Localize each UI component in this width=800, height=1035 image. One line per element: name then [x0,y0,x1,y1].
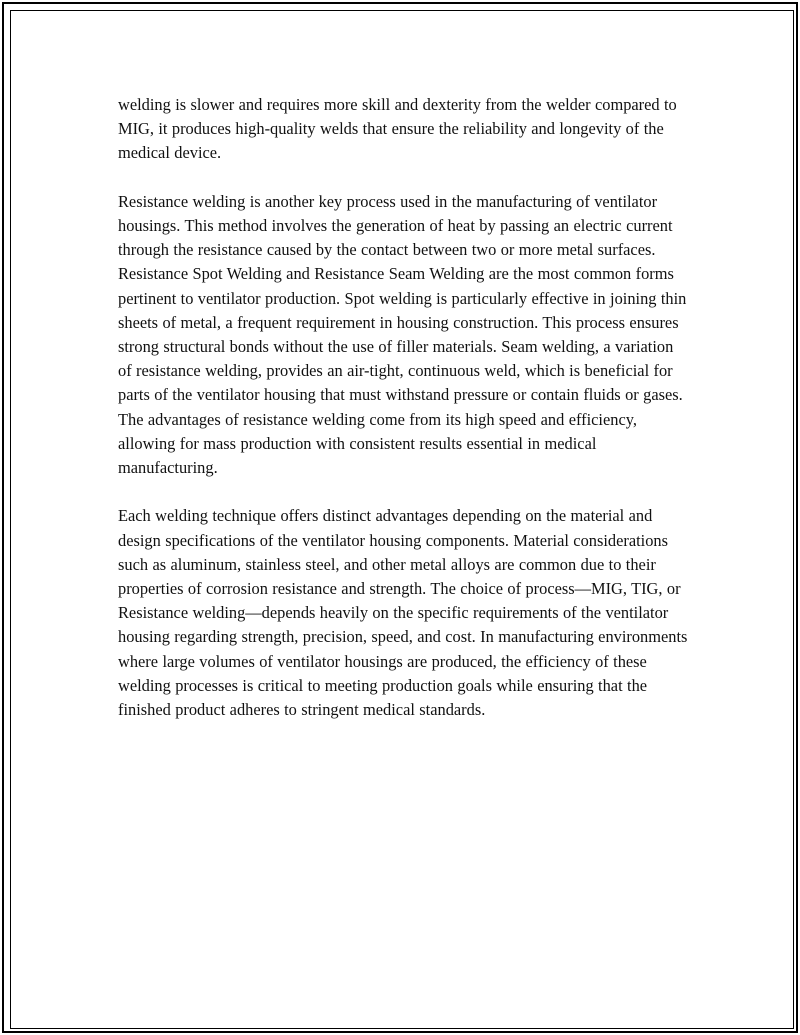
paragraph-resistance-welding: Resistance welding is another key process used in the manufacturing of ventilator housings. This method involves the generation of heat by passing an electric current through the resistance caused by the contact between two or more metal surfaces. Resistance Spot Welding and Resistance Seam Welding are the most common forms pertinent to ventilator production. Spot welding is particularly effective in joining thin sheets of metal, a frequent requirement in housing construction. This process ensures strong structural bonds without the use of filler materials. Seam welding, a variation of resistance welding, provides an air-tight, continuous weld, which is beneficial for parts of the ventilator housing that must withstand pressure or contain fluids or gases. The advantages of resistance welding come from its high speed and efficiency, allowing for mass production with consistent results essential in medical manufacturing. [118,191,687,478]
paragraph-welding-comparison: welding is slower and requires more skill and dexterity from the welder compared to MIG, it produces high-quality welds that ensure the reliability and longevity of the medical device. [118,95,677,163]
paragraph-technique-advantages: Each welding technique offers distinct advantages depending on the material and design specifications of the ventilator housing components. Material considerations such as aluminum, stainless steel, and other metal alloys are common due to their properties of corrosion resistance and strength. The choice of process—MIG, TIG, or Resistance welding—depends heavily on the specific requirements of the ventilator housing regarding strength, precision, speed, and cost. In manufacturing environments where large volumes of ventilator housings are produced, the efficiency of these welding processes is critical to meeting production goals while ensuring that the finished product adheres to stringent medical standards. [118,506,688,720]
document-body [118,93,690,746]
